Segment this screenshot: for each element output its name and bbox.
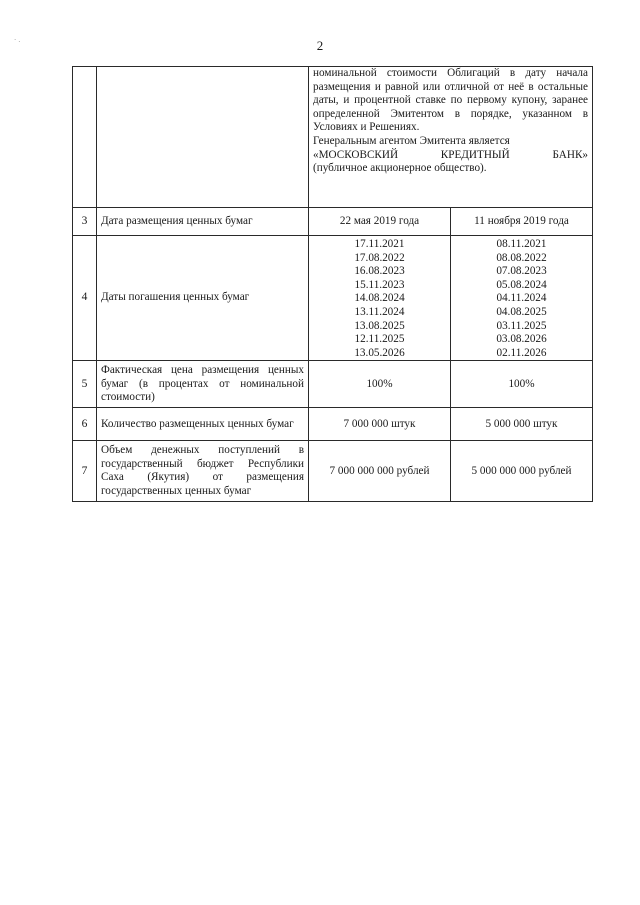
maturity-date: 12.11.2025 [354, 333, 405, 346]
row-name: Даты погашения ценных бумаг [97, 236, 309, 361]
maturity-date: 13.11.2024 [354, 305, 405, 318]
maturity-date: 04.08.2025 [496, 305, 547, 318]
row-number: 4 [73, 236, 97, 361]
row-number: 5 [73, 361, 97, 408]
maturity-date: 05.08.2024 [496, 278, 547, 291]
maturity-date: 13.05.2026 [354, 346, 405, 359]
scan-artifact: ` · [14, 38, 21, 46]
row-dates-2 [451, 236, 593, 361]
row-value-1: 7 000 000 штук [309, 408, 451, 441]
maturity-date: 14.08.2024 [354, 292, 405, 305]
row-name: Дата размещения ценных бумаг [97, 208, 309, 236]
table-row [73, 441, 593, 502]
row-name: Количество размещенных ценных бумаг [97, 408, 309, 441]
row-value-2: 11 ноября 2019 года [451, 208, 593, 236]
table-row-continuation [73, 67, 593, 208]
table-row [73, 361, 593, 408]
row-dates-1 [309, 236, 451, 361]
table-row [73, 236, 593, 361]
row-name: Объем денежных поступлений в государственный бюджет Республики Саха (Якутия) от размещения государственных ценных бумаг [97, 441, 309, 502]
maturity-date: 03.08.2026 [496, 333, 547, 346]
continuation-bank-name: «МОСКОВСКИЙ КРЕДИТНЫЙ БАНК» [313, 148, 588, 161]
row-value-1: 100% [309, 361, 451, 408]
row-value-2: 100% [451, 361, 593, 408]
maturity-date: 08.11.2021 [496, 238, 547, 250]
maturity-date: 16.08.2023 [354, 265, 405, 278]
maturity-date: 08.08.2022 [496, 251, 547, 264]
row-name: Фактическая цена размещения ценных бумаг (в процентах от номинальной стоимости) [97, 361, 309, 408]
page-number: 2 [316, 38, 324, 53]
row-value-2: 5 000 000 штук [451, 408, 593, 441]
row-value-1: 7 000 000 000 рублей [309, 441, 451, 502]
continuation-paragraph-1: номинальной стоимости Облигаций в дату начала размещения и равной или отличной от неё в остальные даты, и процентной ставке по первому купону, заранее определенной Эмитентом в порядке, указанном в Условиях и Решениях. [313, 67, 588, 134]
maturity-date: 02.11.2026 [496, 346, 547, 359]
maturity-date: 13.08.2025 [354, 319, 405, 332]
row-number: 7 [73, 441, 97, 502]
row-number: 6 [73, 408, 97, 441]
table-row [73, 208, 593, 236]
row-value-2: 5 000 000 000 рублей [451, 441, 593, 502]
continuation-paragraph-2-end: (публичное акционерное общество). [313, 162, 487, 175]
table-row [73, 408, 593, 441]
row-number: 3 [73, 208, 97, 236]
maturity-date: 04.11.2024 [496, 292, 547, 305]
maturity-date: 03.11.2025 [496, 319, 547, 332]
securities-table [72, 66, 593, 502]
maturity-date: 15.11.2023 [354, 278, 405, 291]
continuation-paragraph-2-start: Генеральным агентом Эмитента является [313, 134, 510, 147]
row-number-empty [73, 67, 97, 208]
maturity-date: 17.08.2022 [354, 251, 405, 264]
maturity-date: 07.08.2023 [496, 265, 547, 278]
row-name-empty [97, 67, 309, 208]
row-value-1: 22 мая 2019 года [309, 208, 451, 236]
maturity-date: 17.11.2021 [354, 238, 405, 250]
continuation-text-cell [309, 67, 593, 208]
